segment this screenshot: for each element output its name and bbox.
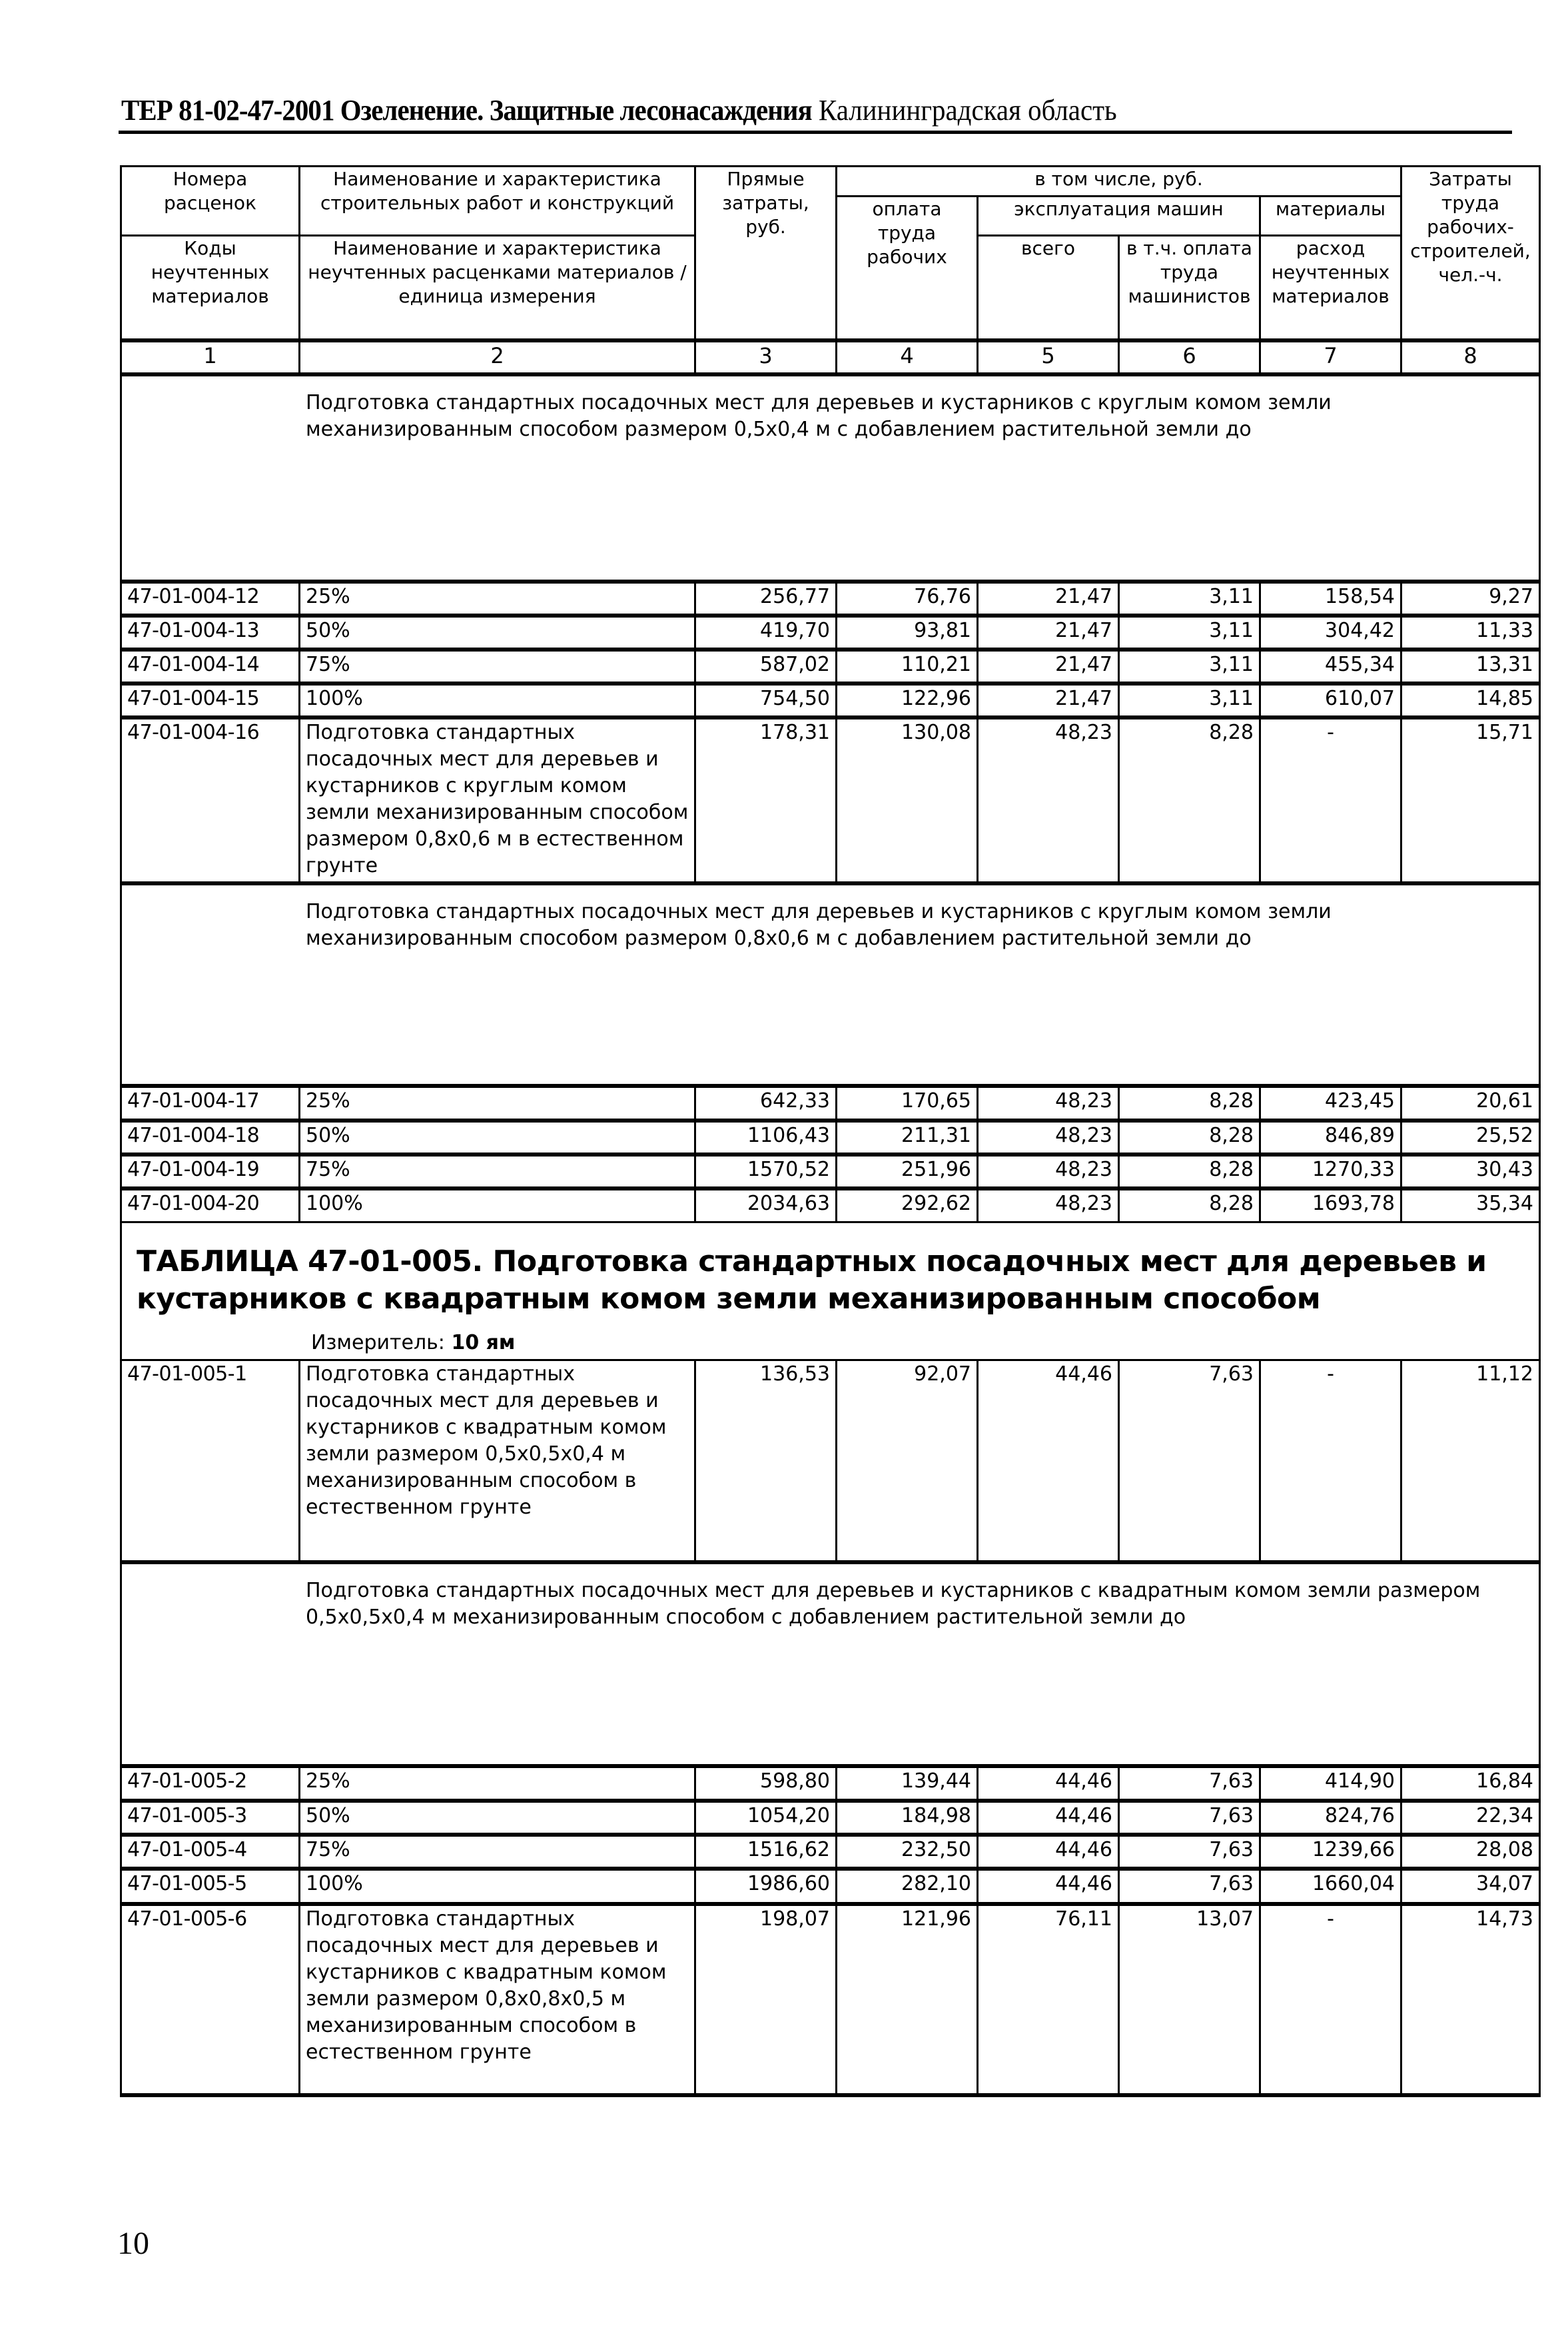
col-number-2: 2 xyxy=(300,340,695,374)
machines-total: 44,46 xyxy=(978,1360,1119,1562)
group-heading-text: Подготовка стандартных посадочных мест для деревьев и кустарников с круглым комом земли механизированным способом размером 0,8х0,6 м с добавлением растительной земли до xyxy=(121,883,1540,1086)
labor-hours: 28,08 xyxy=(1401,1835,1540,1869)
direct-costs: 2034,63 xyxy=(695,1188,837,1222)
labor-hours: 15,71 xyxy=(1401,717,1540,883)
rate-name: 100% xyxy=(300,1188,695,1222)
header-col2-top: Наименование и характеристика строительных работ и конструкций xyxy=(300,167,695,236)
direct-costs: 1986,60 xyxy=(695,1869,837,1904)
labor-hours: 35,34 xyxy=(1401,1188,1540,1222)
machines-total: 44,46 xyxy=(978,1766,1119,1801)
machinists-pay: 8,28 xyxy=(1119,1155,1260,1188)
machinists-pay: 7,63 xyxy=(1119,1869,1260,1904)
table-row xyxy=(121,1904,1540,2095)
machinists-pay: 8,28 xyxy=(1119,1086,1260,1121)
machines-total: 21,47 xyxy=(978,616,1119,650)
labor-hours: 14,85 xyxy=(1401,684,1540,717)
table-row xyxy=(121,650,1540,684)
page-number: 10 xyxy=(117,2226,149,2261)
labor-pay: 121,96 xyxy=(837,1904,978,2095)
page-header xyxy=(121,92,1416,129)
machines-total: 48,23 xyxy=(978,1086,1119,1121)
labor-hours: 30,43 xyxy=(1401,1155,1540,1188)
meter-label: Измеритель: xyxy=(311,1331,445,1354)
labor-pay: 292,62 xyxy=(837,1188,978,1222)
labor-pay: 130,08 xyxy=(837,717,978,883)
direct-costs: 1516,62 xyxy=(695,1835,837,1869)
labor-pay: 232,50 xyxy=(837,1835,978,1869)
machinists-pay: 7,63 xyxy=(1119,1766,1260,1801)
machinists-pay: 8,28 xyxy=(1119,1188,1260,1222)
table-row xyxy=(121,582,1540,616)
rate-name: 25% xyxy=(300,1086,695,1121)
rate-name: 25% xyxy=(300,582,695,616)
machinists-pay: 3,11 xyxy=(1119,684,1260,717)
direct-costs: 754,50 xyxy=(695,684,837,717)
rate-code: 47-01-005-1 xyxy=(121,1360,300,1562)
rates-table xyxy=(120,165,1541,2097)
rate-name: 50% xyxy=(300,1121,695,1155)
materials-cost: 610,07 xyxy=(1260,684,1401,717)
table-row xyxy=(121,1869,1540,1904)
rate-code: 47-01-005-2 xyxy=(121,1766,300,1801)
machinists-pay: 8,28 xyxy=(1119,1121,1260,1155)
materials-cost: 846,89 xyxy=(1260,1121,1401,1155)
labor-hours: 14,73 xyxy=(1401,1904,1540,2095)
materials-cost: 304,42 xyxy=(1260,616,1401,650)
materials-cost: 1693,78 xyxy=(1260,1188,1401,1222)
header-col1-bottom: Коды неучтенных материалов xyxy=(121,236,300,340)
column-numbers-row xyxy=(121,340,1540,374)
direct-costs: 642,33 xyxy=(695,1086,837,1121)
header-col1-top: Номера расценок xyxy=(121,167,300,236)
machines-total: 21,47 xyxy=(978,684,1119,717)
machinists-pay: 13,07 xyxy=(1119,1904,1260,2095)
direct-costs: 136,53 xyxy=(695,1360,837,1562)
materials-cost: - xyxy=(1260,1360,1401,1562)
region-name: Калининградская область xyxy=(818,94,1117,127)
labor-hours: 22,34 xyxy=(1401,1801,1540,1835)
machinists-pay: 3,11 xyxy=(1119,582,1260,616)
labor-pay: 184,98 xyxy=(837,1801,978,1835)
group-heading-text: Подготовка стандартных посадочных мест для деревьев и кустарников с круглым комом земли механизированным способом размером 0,5х0,4 м с добавлением растительной земли до xyxy=(121,374,1540,582)
table-row xyxy=(121,1801,1540,1835)
col-number-4: 4 xyxy=(837,340,978,374)
header-col7: расход неучтенных материалов xyxy=(1260,236,1401,340)
group-heading-row xyxy=(121,883,1540,1086)
table-row xyxy=(121,1121,1540,1155)
materials-cost: 423,45 xyxy=(1260,1086,1401,1121)
machines-total: 48,23 xyxy=(978,1188,1119,1222)
rate-name: Подготовка стандартных посадочных мест для деревьев и кустарников с квадратным комом земли размером 0,8х0,8х0,5 м механизированным способом в естественном грунте xyxy=(300,1904,695,2095)
machines-total: 44,46 xyxy=(978,1835,1119,1869)
labor-hours: 34,07 xyxy=(1401,1869,1540,1904)
header-machines: эксплуатация машин xyxy=(978,197,1260,236)
machines-total: 21,47 xyxy=(978,650,1119,684)
materials-cost: - xyxy=(1260,1904,1401,2095)
rate-code: 47-01-004-13 xyxy=(121,616,300,650)
header-col5: всего xyxy=(978,236,1119,340)
machines-total: 44,46 xyxy=(978,1869,1119,1904)
direct-costs: 419,70 xyxy=(695,616,837,650)
labor-pay: 110,21 xyxy=(837,650,978,684)
rate-name: 75% xyxy=(300,1155,695,1188)
col-number-6: 6 xyxy=(1119,340,1260,374)
col-number-7: 7 xyxy=(1260,340,1401,374)
materials-cost: - xyxy=(1260,717,1401,883)
materials-cost: 1660,04 xyxy=(1260,1869,1401,1904)
rate-code: 47-01-004-16 xyxy=(121,717,300,883)
rate-name: 50% xyxy=(300,1801,695,1835)
machinists-pay: 3,11 xyxy=(1119,650,1260,684)
machinists-pay: 7,63 xyxy=(1119,1801,1260,1835)
col-number-5: 5 xyxy=(978,340,1119,374)
rate-code: 47-01-005-5 xyxy=(121,1869,300,1904)
machinists-pay: 7,63 xyxy=(1119,1360,1260,1562)
rate-name: 100% xyxy=(300,1869,695,1904)
labor-pay: 282,10 xyxy=(837,1869,978,1904)
materials-cost: 1270,33 xyxy=(1260,1155,1401,1188)
group-heading-row xyxy=(121,374,1540,582)
header-col3: Прямые затраты, руб. xyxy=(695,167,837,340)
machinists-pay: 8,28 xyxy=(1119,717,1260,883)
materials-cost: 1239,66 xyxy=(1260,1835,1401,1869)
labor-pay: 76,76 xyxy=(837,582,978,616)
direct-costs: 198,07 xyxy=(695,1904,837,2095)
header-col8: Затраты труда рабочих-строителей, чел.-ч. xyxy=(1401,167,1540,340)
labor-pay: 211,31 xyxy=(837,1121,978,1155)
col-number-8: 8 xyxy=(1401,340,1540,374)
rate-name: Подготовка стандартных посадочных мест для деревьев и кустарников с квадратным комом земли размером 0,5х0,5х0,4 м механизированным способом в естественном грунте xyxy=(300,1360,695,1562)
header-rule xyxy=(119,131,1512,134)
rate-name: 75% xyxy=(300,650,695,684)
group-heading-row xyxy=(121,1562,1540,1766)
labor-hours: 13,31 xyxy=(1401,650,1540,684)
direct-costs: 178,31 xyxy=(695,717,837,883)
table-row xyxy=(121,1835,1540,1869)
table-row xyxy=(121,684,1540,717)
rate-code: 47-01-005-4 xyxy=(121,1835,300,1869)
rate-name: 25% xyxy=(300,1766,695,1801)
col-number-3: 3 xyxy=(695,340,837,374)
machinists-pay: 3,11 xyxy=(1119,616,1260,650)
table-section-title: ТАБЛИЦА 47-01-005. Подготовка стандартных посадочных мест для деревьев и кустарников с квадратным комом земли механизированным способом xyxy=(137,1244,1487,1316)
materials-cost: 414,90 xyxy=(1260,1766,1401,1801)
rate-name: 100% xyxy=(300,684,695,717)
table-row xyxy=(121,1086,1540,1121)
labor-pay: 92,07 xyxy=(837,1360,978,1562)
direct-costs: 256,77 xyxy=(695,582,837,616)
machines-total: 76,11 xyxy=(978,1904,1119,2095)
labor-pay: 93,81 xyxy=(837,616,978,650)
rate-code: 47-01-004-19 xyxy=(121,1155,300,1188)
labor-pay: 251,96 xyxy=(837,1155,978,1188)
group-heading-text: Подготовка стандартных посадочных мест для деревьев и кустарников с квадратным комом земли размером 0,5х0,5х0,4 м механизированным способом с добавлением растительной земли до xyxy=(121,1562,1540,1766)
labor-hours: 25,52 xyxy=(1401,1121,1540,1155)
table-row xyxy=(121,616,1540,650)
materials-cost: 824,76 xyxy=(1260,1801,1401,1835)
col-number-1: 1 xyxy=(121,340,300,374)
labor-hours: 11,33 xyxy=(1401,616,1540,650)
machines-total: 48,23 xyxy=(978,717,1119,883)
section-title-row xyxy=(121,1222,1540,1360)
rate-code: 47-01-004-12 xyxy=(121,582,300,616)
direct-costs: 598,80 xyxy=(695,1766,837,1801)
rate-name: 75% xyxy=(300,1835,695,1869)
header-row-1 xyxy=(121,167,1540,197)
header-col4: оплата труда рабочих xyxy=(837,197,978,340)
labor-pay: 122,96 xyxy=(837,684,978,717)
rate-code: 47-01-004-17 xyxy=(121,1086,300,1121)
labor-hours: 16,84 xyxy=(1401,1766,1540,1801)
header-col2-bottom: Наименование и характеристика неучтенных расценками материалов / единица измерения xyxy=(300,236,695,340)
table-row xyxy=(121,1155,1540,1188)
machines-total: 48,23 xyxy=(978,1155,1119,1188)
rate-code: 47-01-004-18 xyxy=(121,1121,300,1155)
table-row xyxy=(121,717,1540,883)
machines-total: 48,23 xyxy=(978,1121,1119,1155)
rate-code: 47-01-005-3 xyxy=(121,1801,300,1835)
labor-hours: 20,61 xyxy=(1401,1086,1540,1121)
labor-pay: 170,65 xyxy=(837,1086,978,1121)
machines-total: 21,47 xyxy=(978,582,1119,616)
rate-name: Подготовка стандартных посадочных мест для деревьев и кустарников с круглым комом земли механизированным способом размером 0,8х0,6 м в естественном грунте xyxy=(300,717,695,883)
materials-cost: 158,54 xyxy=(1260,582,1401,616)
section-title-cell xyxy=(121,1222,1540,1360)
machines-total: 44,46 xyxy=(978,1801,1119,1835)
direct-costs: 1106,43 xyxy=(695,1121,837,1155)
labor-pay: 139,44 xyxy=(837,1766,978,1801)
header-col6: в т.ч. оплата труда машинистов xyxy=(1119,236,1260,340)
unit-of-measure xyxy=(127,1318,1533,1359)
materials-cost: 455,34 xyxy=(1260,650,1401,684)
labor-hours: 9,27 xyxy=(1401,582,1540,616)
direct-costs: 587,02 xyxy=(695,650,837,684)
rate-code: 47-01-005-6 xyxy=(121,1904,300,2095)
header-including: в том числе, руб. xyxy=(837,167,1401,197)
table-row xyxy=(121,1766,1540,1801)
machinists-pay: 7,63 xyxy=(1119,1835,1260,1869)
table-row xyxy=(121,1188,1540,1222)
rate-code: 47-01-004-15 xyxy=(121,684,300,717)
table-row xyxy=(121,1360,1540,1562)
rate-name: 50% xyxy=(300,616,695,650)
direct-costs: 1054,20 xyxy=(695,1801,837,1835)
rate-code: 47-01-004-14 xyxy=(121,650,300,684)
direct-costs: 1570,52 xyxy=(695,1155,837,1188)
labor-hours: 11,12 xyxy=(1401,1360,1540,1562)
rate-code: 47-01-004-20 xyxy=(121,1188,300,1222)
document-code-title: ТЕР 81-02-47-2001 Озеленение. Защитные лесонасаждения xyxy=(121,94,812,127)
header-materials: материалы xyxy=(1260,197,1401,236)
meter-value: 10 ям xyxy=(451,1331,516,1354)
